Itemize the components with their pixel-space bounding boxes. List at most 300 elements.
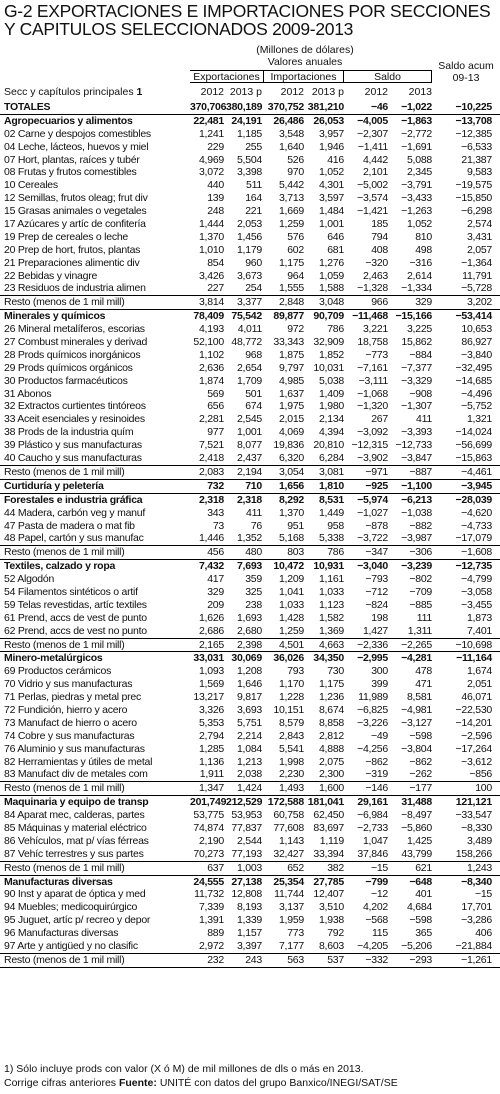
table-row [0,546,500,560]
row-label: Resto (menos de 1 mil mill) [4,296,125,309]
row-value: −3,040 [357,560,388,573]
row-value: 53,953 [231,809,262,822]
row-value: −15,850 [455,192,492,205]
row-value: 1,852 [318,348,344,361]
row-label: 17 Azúcares y artíc de confitería [4,218,146,231]
footnote-1: 1) Sólo incluye prods con valor (X ó M) de mil millones de dls o más en 2013. [4,1063,364,1075]
row-value: −11,468 [352,310,388,323]
row-value: 115 [372,927,388,940]
row-value: 4,202 [362,901,388,914]
row-value: 1,161 [318,573,344,586]
row-value: −5,974 [357,493,388,506]
row-label: 96 Manufacturas diversas [4,927,119,940]
row-label: 52 Algodón [4,573,55,586]
row-value: 3,137 [278,901,304,914]
row-value: 4,969 [198,153,224,166]
units-note: (Millones de dólares) [256,44,354,56]
row-value: −3,902 [357,452,388,465]
row-value: −4,799 [461,573,492,586]
row-value: 27,138 [231,875,262,888]
row-value: 139 [207,192,224,205]
row-value: 4,442 [362,153,388,166]
header-stub [4,86,142,98]
row-value: −1,608 [461,546,492,559]
row-value: 3,426 [198,269,224,282]
row-value: 13,217 [193,691,224,704]
page-title: G-2 EXPORTACIONES E IMPORTACIONES POR SECCIONES Y CAPITULOS SELECCIONADOS 2009-2013 [4,1,491,39]
row-label: Resto (menos de 1 mil mill) [4,546,125,559]
row-value: 8,579 [278,716,304,729]
row-value: −793 [365,573,388,586]
row-value: 12,407 [313,888,344,901]
row-value: −3,226 [357,716,388,729]
row-value: 471 [415,678,432,691]
row-value: 1,001 [318,218,344,231]
row-label: 70 Vidrio y sus manufacturas [4,678,133,691]
row-value: 11,744 [274,888,304,901]
table-row [0,388,500,401]
row-value: 1,259 [278,218,304,231]
row-value: −7,161 [357,361,388,374]
row-label: Resto (menos de 1 mil mill) [4,638,125,651]
table-row [0,231,500,244]
row-value: 511 [246,179,262,192]
row-value: −14,024 [455,426,492,439]
row-value: 2,437 [236,452,262,465]
row-value: 411 [416,413,432,426]
row-value: −925 [365,479,388,492]
row-label: TOTALES [4,101,51,113]
table-row [0,192,500,205]
row-label: 73 Manufact de hierro o acero [4,716,137,729]
row-value: 2,214 [236,729,262,742]
row-value: 498 [415,243,432,256]
row-value: 254 [245,282,262,295]
section-row [0,494,500,507]
row-value: −4,256 [357,742,388,755]
row-value: −598 [409,729,432,742]
row-value: 1,656 [278,479,304,492]
row-value: 255 [245,140,262,153]
row-value: 786 [327,546,344,559]
row-value: −1,307 [401,400,432,413]
row-value: 2,848 [278,296,304,309]
row-value: 8,077 [236,439,262,452]
row-value: 1,640 [278,140,304,153]
row-value: −3,455 [461,598,492,611]
header-year: 2012 [280,86,304,98]
row-value: −10,698 [455,638,492,651]
row-value: 440 [207,179,224,192]
row-value: −8,340 [461,875,492,888]
row-value: −598 [409,914,432,927]
footnote-correction: Corrige cifras anteriores [4,1077,117,1089]
row-value: 8,193 [236,901,262,914]
header-imports: Importaciones [264,70,344,83]
row-label: 94 Muebles; medicoquirúrgico [4,901,138,914]
row-value: −709 [409,585,432,598]
row-value: 370,706 [190,101,227,113]
row-value: 786 [327,323,344,336]
row-value: 3,221 [362,323,388,336]
row-value: 674 [245,400,262,413]
row-value: 794 [371,230,388,243]
row-value: 1,555 [278,282,304,295]
row-value: 5,442 [278,179,304,192]
row-value: 1,228 [278,691,304,704]
row-value: 229 [207,140,224,153]
row-value: 2,418 [198,452,224,465]
table-row [0,940,500,954]
table-row [0,349,500,362]
row-value: 4,069 [278,426,304,439]
row-value: −3,722 [357,532,388,545]
row-value: 2,190 [198,834,224,847]
row-value: 2,075 [318,755,344,768]
row-label: 95 Juguet, artíc p/ recreo y depor [4,914,151,927]
row-value: 5,504 [236,153,262,166]
row-value: 32,909 [313,336,344,349]
row-value: 1,637 [278,387,304,400]
row-value: 1,588 [318,282,344,295]
row-value: 1,052 [318,166,344,179]
row-label: 15 Grasas animales o vegetales [4,205,147,218]
row-value: 5,338 [318,532,344,545]
row-value: −5,752 [461,400,492,413]
row-value: 4,394 [318,426,344,439]
row-value: 7,521 [198,439,224,452]
row-value: 1,047 [362,834,388,847]
row-value: −4,620 [461,506,492,519]
row-value: −3,111 [358,374,388,387]
row-value: 90,709 [313,310,344,323]
row-value: 964 [287,269,304,282]
row-value: −3,847 [401,452,432,465]
row-value: 1,424 [236,782,262,795]
row-value: 732 [207,479,224,492]
row-value: −14,201 [455,716,492,729]
row-value: 8,603 [318,940,344,952]
row-value: 4,301 [318,179,344,192]
row-value: 212,529 [226,796,263,809]
row-value: −11,164 [456,652,492,665]
row-value: 621 [415,861,432,874]
row-value: 3,377 [236,296,262,309]
row-value: −5,728 [461,282,492,295]
row-value: 382 [327,861,344,874]
row-value: 77,193 [231,847,262,860]
row-value: 2,812 [318,729,344,742]
row-value: 3,673 [236,269,262,282]
row-label: 07 Hort, plantas, raíces y tubér [4,153,140,166]
row-value: −316 [409,256,432,269]
row-value: −46 [370,101,388,113]
table-row [0,141,500,154]
row-value: 1,875 [278,348,304,361]
row-value: 9,583 [466,166,492,179]
row-value: 365 [415,927,432,940]
row-label: 76 Aluminio y sus manufacturas [4,742,145,755]
table-row [0,507,500,520]
row-value: −12,385 [455,127,492,140]
table-row [0,336,500,349]
row-value: 646 [327,230,344,243]
row-value: 2,053 [236,218,262,231]
row-label: 59 Telas revestidas, artíc textiles [4,598,147,611]
table-row [0,573,500,586]
row-value: 7,401 [466,624,492,637]
row-value: 1,444 [198,218,224,231]
table-row [0,678,500,691]
row-value: 478 [415,665,432,678]
row-value: 1,446 [198,532,224,545]
row-value: 1,959 [278,914,304,927]
row-value: −802 [409,573,432,586]
table-row [0,179,500,192]
row-value: −4,496 [461,387,492,400]
row-value: −856 [469,768,492,781]
row-value: 37,846 [357,847,388,860]
row-value: 2,230 [278,768,304,781]
row-label: 40 Caucho y sus manufacturas [4,452,142,465]
row-value: 11,732 [194,888,224,901]
row-value: 8,581 [406,691,432,704]
row-value: 1,582 [318,611,344,624]
row-value: 968 [245,348,262,361]
row-label: Resto (menos de 1 mil mill) [4,861,125,874]
row-value: 1,600 [318,782,344,795]
row-label: Curtiduría y peletería [4,479,104,492]
row-value: 5,168 [278,532,304,545]
table-row [0,809,500,822]
row-value: 33,343 [273,336,304,349]
row-value: 26,486 [273,114,304,127]
section-row [0,876,500,889]
row-value: 1,980 [318,400,344,413]
table-row [0,586,500,599]
row-value: 185 [371,218,388,231]
row-value: −1,863 [401,114,432,127]
row-label: 21 Preparaciones alimentic div [4,256,140,269]
row-value: 2,544 [236,834,262,847]
row-label: 04 Leche, lácteos, huevos y miel [4,140,149,153]
row-value: −4,205 [357,940,388,952]
row-value: 3,202 [466,296,492,309]
row-value: 52,100 [193,336,224,349]
row-value: 6,284 [318,452,344,465]
row-value: 1,102 [198,348,224,361]
row-value: −1,100 [401,479,432,492]
row-value: −3,239 [401,560,432,573]
footnote-source-text: UNITÉ con datos del grupo Banxico/INEGI/SAT/SE [159,1077,398,1089]
row-value: 9,817 [236,691,262,704]
row-value: 158,266 [455,847,492,860]
row-value: 9,797 [278,361,304,374]
row-value: −3,329 [401,374,432,387]
row-label: Manufacturas diversas [4,875,113,888]
row-value: 1,123 [318,598,344,611]
row-value: 3,814 [198,296,224,309]
row-value: 2,843 [278,729,304,742]
row-value: −884 [409,348,432,361]
row-value: 1,243 [466,861,492,874]
row-value: 8,858 [318,716,344,729]
row-value: 2,194 [236,465,262,478]
row-value: 480 [245,546,262,559]
row-value: −4,281 [401,652,432,665]
row-value: −21,884 [455,940,492,952]
row-value: 1,033 [318,585,344,598]
row-value: −773 [365,348,388,361]
row-value: 198 [371,611,388,624]
row-value: 10,151 [273,703,304,716]
row-value: 7,432 [198,560,224,573]
row-value: 3,048 [318,296,344,309]
row-value: 248 [207,205,224,218]
row-value: 164 [245,192,262,205]
row-value: 2,165 [198,638,224,651]
row-value: 793 [287,665,304,678]
row-label: 44 Madera, carbón veg y manuf [4,506,146,519]
row-value: 1,170 [278,678,304,691]
row-value: 951 [287,519,304,532]
row-value: 406 [475,927,492,940]
row-value: 401 [415,888,432,901]
row-value: 209 [207,598,224,611]
row-value: 3,072 [198,166,224,179]
table-row [0,362,500,375]
row-value: 21,387 [461,153,492,166]
row-value: 70,273 [193,847,224,860]
row-value: 854 [207,256,224,269]
row-value: 1,175 [278,256,304,269]
row-value: 1,136 [198,755,224,768]
row-label: Textiles, calzado y ropa [4,560,116,573]
row-value: 1,209 [278,573,304,586]
row-value: 399 [371,678,388,691]
row-value: 1,569 [198,678,224,691]
row-label: 82 Herramientas y útiles de metal [4,755,153,768]
table-row [0,612,500,625]
row-value: 8,531 [318,493,344,506]
section-row [0,652,500,665]
table-row [0,665,500,678]
row-value: −262 [409,768,432,781]
row-value: 3,597 [318,192,344,205]
row-value: −2,265 [401,638,432,651]
row-label: 33 Aceit esenciales y resinoides [4,413,145,426]
row-value: −908 [409,387,432,400]
table-row [0,954,500,968]
row-value: 3,398 [236,166,262,179]
row-value: 11,791 [462,269,492,282]
section-row [0,480,500,494]
table-row [0,888,500,901]
row-value: 1,010 [198,243,224,256]
row-value: 4,501 [278,638,304,651]
row-value: −5,002 [357,179,388,192]
row-value: 2,545 [236,413,262,426]
row-value: 3,054 [278,465,304,478]
row-value: 2,972 [198,940,224,952]
header-year: 2013 [408,86,432,98]
row-value: −4,005 [357,114,388,127]
row-value: 966 [371,296,388,309]
section-row [0,115,500,128]
header-year: 2013 p [311,86,344,98]
row-value: 2,680 [236,624,262,637]
row-value: −15,166 [395,310,432,323]
row-value: 53,775 [193,809,224,822]
row-value: −824 [365,598,388,611]
row-value: −887 [409,465,432,478]
row-value: 34,350 [313,652,344,665]
row-label: 19 Prep de cereales o leche [4,230,129,243]
row-value: −1,334 [401,282,432,295]
row-value: 10,031 [313,361,344,374]
row-value: 2,318 [236,493,262,506]
row-label: 69 Productos cerámicos [4,665,112,678]
row-value: −320 [365,256,388,269]
table-row [0,927,500,940]
table-row [0,782,500,796]
table-row [0,520,500,533]
row-value: 267 [371,413,388,426]
row-value: −53,414 [455,310,492,323]
row-value: −3,286 [461,914,492,927]
row-label: 22 Bebidas y vinagre [4,269,98,282]
row-value: 25,354 [273,875,304,888]
row-value: 31,488 [401,796,432,809]
row-value: 1,427 [362,624,388,637]
row-value: 526 [287,153,304,166]
header-year: 2012 [364,86,388,98]
row-value: 74,874 [193,821,224,834]
row-value: −1,261 [461,953,492,966]
row-value: −12,733 [395,439,432,452]
row-value: 563 [287,953,304,966]
row-value: 75,542 [231,310,262,323]
header-stub-label: Secc y capítulos principales [4,86,134,98]
row-value: 970 [287,166,304,179]
table-row [0,218,500,231]
row-value: −971 [365,465,388,478]
section-row [0,310,500,323]
row-value: −6,533 [461,140,492,153]
row-value: 1,276 [318,256,344,269]
table-row [0,599,500,612]
row-value: 1,946 [318,140,344,153]
row-label: Resto (menos de 1 mil mill) [4,953,125,966]
row-label: Resto (menos de 1 mil mill) [4,782,125,795]
row-value: 7,693 [236,560,262,573]
row-label: 90 Inst y aparat de óptica y med [4,888,146,901]
row-value: 1,428 [278,611,304,624]
row-value: −15 [370,861,388,874]
row-value: 4,193 [198,323,224,336]
row-value: 76 [250,519,262,532]
row-value: 359 [245,573,262,586]
row-value: 5,541 [278,742,304,755]
row-value: 1,285 [198,742,224,755]
row-value: −15 [474,888,492,901]
row-value: −293 [409,953,432,966]
row-value: −882 [409,519,432,532]
row-value: 8,674 [318,703,344,716]
row-value: 2,057 [466,243,492,256]
row-value: 2,794 [198,729,224,742]
footnote-source-label: Fuente: [118,1077,157,1089]
